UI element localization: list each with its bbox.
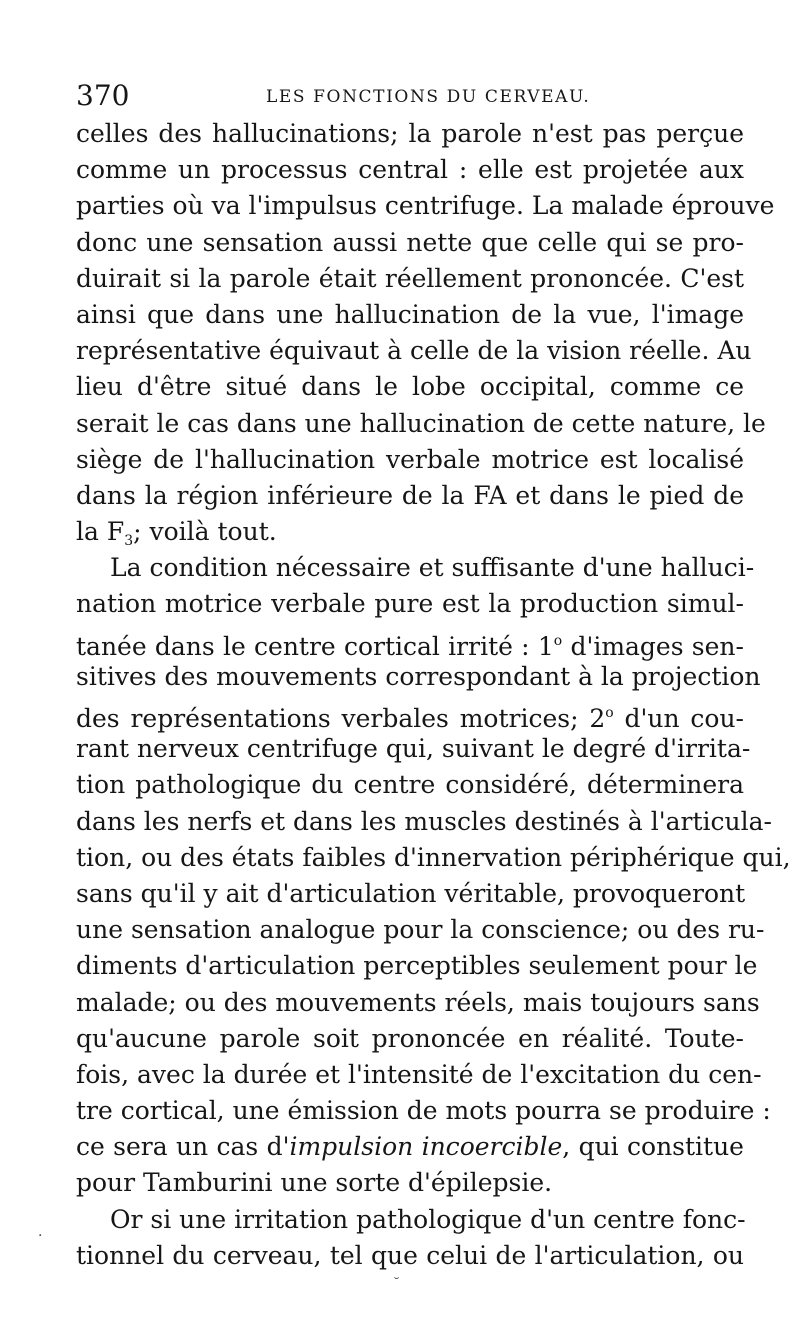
text-fragment: ; voilà tout. [133,517,277,547]
text-line [76,514,744,550]
text-line: tionnel du cerveau, tel que celui de l'articulation, ou [76,1240,744,1270]
text-fragment: d'un cou- [613,704,744,733]
page-number: 370 [76,79,130,112]
paragraph-1 [76,116,775,550]
footer-speck: ˘ [393,1276,400,1292]
text-line: ainsi que dans une hallucination de la vue, l'image [76,299,744,329]
text-fragment: , qui constitue [562,1132,744,1162]
margin-speck: · [38,1228,43,1244]
text-line: dans les nerfs et dans les muscles destinés à l'articula- [76,806,772,836]
text-line: serait le cas dans une hallucination de cette nature, le [76,408,766,438]
text-line: siège de l'hallucination verbale motrice est localisé [76,444,744,474]
text-line: rant nerveux centrifuge qui, suivant le degré d'irrita- [76,734,751,764]
text-line: pour Tamburini une sorte d'épilepsie. [76,1168,553,1198]
text-line: lieu d'être situé dans le lobe occipital, comme ce [76,372,744,402]
text-fragment: des représentations verbales motrices; 2 [76,704,606,733]
running-head: LES FONCTIONS DU CERVEAU. [266,87,591,107]
text-line: sitives des mouvements correspondant à la projection [76,661,761,691]
text-line: duirait si la parole était réellement prononcée. C'est [76,263,744,293]
text-line [76,623,744,659]
page-header [76,76,744,116]
text-line: tion pathologique du centre considéré, déterminera [76,770,744,800]
text-line: La condition nécessaire et suffisante d'une halluci- [110,553,755,583]
text-line: une sensation analogue pour la conscience; ou des ru- [76,915,765,945]
text-line: fois, avec la durée et l'intensité de l'excitation du cen- [76,1059,762,1089]
text-line: donc une sensation aussi nette que celle qui se pro- [76,227,744,257]
text-line: malade; ou des mouvements réels, mais toujours sans [76,987,760,1017]
superscript: o [605,705,614,721]
text-line: nation motrice verbale pure est la production simul- [76,589,744,619]
text-fragment: la F [76,517,125,547]
paragraph-2 [76,550,791,1201]
text-line: dans la région inférieure de la FA et dans le pied de [76,480,744,510]
text-line: tion, ou des états faibles d'innervation périphérique qui, [76,842,791,872]
text-line: qu'aucune parole soit prononcée en réalité. Toute- [76,1023,744,1053]
text-line [76,1129,744,1165]
paragraph-3 [76,1202,744,1274]
text-fragment: d'images sen- [562,631,744,661]
text-line [76,695,744,731]
text-line: comme un processus central : elle est projetée aux [76,155,744,185]
text-fragment: tanée dans le centre cortical irrité : 1 [76,631,554,661]
text-line: Or si une irritation pathologique d'un centre fonc- [110,1204,746,1234]
text-line: celles des hallucinations; la parole n'est pas perçue [76,119,744,148]
subscript: 3 [124,533,134,550]
italic-phrase: impulsion incoercible [289,1132,563,1162]
text-line: parties où va l'impulsus centrifuge. La malade éprouve [76,191,775,221]
text-line: représentative équivaut à celle de la vision réelle. Au [76,336,752,366]
text-line: diments d'articulation perceptibles seulement pour le [76,951,758,981]
text-fragment: ce sera un cas d' [76,1132,290,1162]
text-line: tre cortical, une émission de mots pourra se produire : [76,1096,771,1126]
body-text [76,116,791,1274]
superscript: o [553,632,563,649]
text-line: sans qu'il y ait d'articulation véritable, provoqueront [76,878,746,908]
